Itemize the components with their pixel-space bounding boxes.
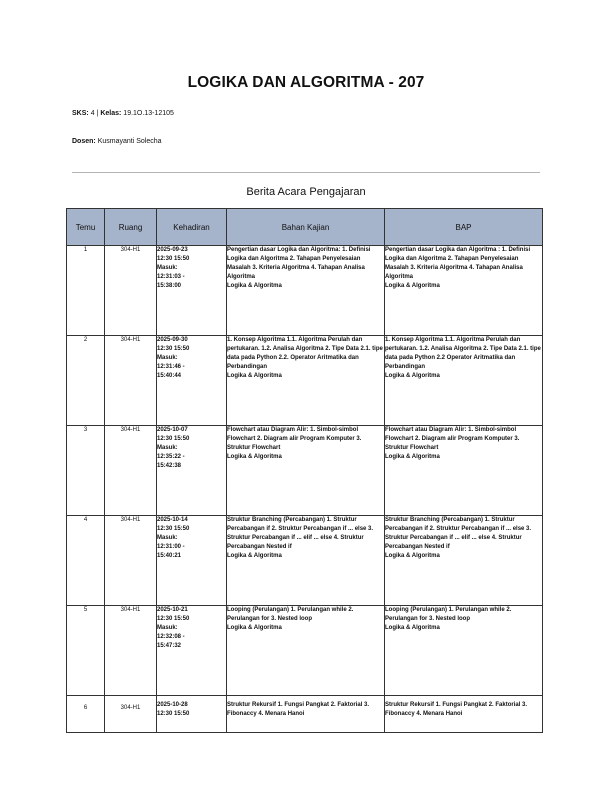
cell-temu: 3 xyxy=(67,426,105,516)
bahan-course: Logika & Algoritma xyxy=(227,454,282,460)
sks-label: SKS: xyxy=(72,110,89,117)
attendance-label: Masuk: xyxy=(157,445,178,451)
attendance-out: 15:40:21 xyxy=(157,553,182,559)
cell-ruang: 304-H1 xyxy=(105,336,157,426)
info-separator: | xyxy=(96,110,99,117)
bap-course: Logika & Algoritma xyxy=(385,553,440,559)
attendance-in: 12:31:46 - xyxy=(157,364,185,370)
bahan-text: Struktur Rekursif 1. Fungsi Pangkat 2. Faktorial 3. Fibonaccy 4. Menara Hanoi xyxy=(227,702,370,717)
cell-kehadiran xyxy=(157,696,227,733)
sks-value: 4 xyxy=(90,110,95,117)
page-title: LOGIKA DAN ALGORITMA - 207 xyxy=(187,74,425,91)
cell-ruang: 304-H1 xyxy=(105,426,157,516)
cell-bahan-kajian xyxy=(227,426,385,516)
bap-text: 1. Konsep Algoritma 1.1. Algoritma Perulah dan pertukaran. 1.2. Analisa Algoritma 2. Tipe Data 2.1. tipe data pada Python 2.2 Operator Aritmatika dan Perbandingan xyxy=(385,337,541,370)
cell-bap xyxy=(385,516,543,606)
attendance-in: 12:31:03 - xyxy=(157,274,185,280)
attendance-schedule: 12:30 15:50 xyxy=(157,256,190,262)
attendance-date: 2025-10-28 xyxy=(157,702,188,708)
bahan-course: Logika & Algoritma xyxy=(227,553,282,559)
cell-bap xyxy=(385,246,543,336)
attendance-label: Masuk: xyxy=(157,535,178,541)
cell-temu: 5 xyxy=(67,606,105,696)
bap-course: Logika & Algoritma xyxy=(385,454,440,460)
kelas-label: Kelas: xyxy=(100,110,122,117)
section-title: Berita Acara Pengajaran xyxy=(246,186,366,198)
table-row xyxy=(67,426,543,516)
header-ruang: Ruang xyxy=(105,209,157,246)
attendance-schedule: 12:30 15:50 xyxy=(157,526,190,532)
bap-course: Logika & Algoritma xyxy=(385,373,440,379)
attendance-schedule: 12:30 15:50 xyxy=(157,616,190,622)
attendance-date: 2025-10-07 xyxy=(157,427,188,433)
course-info xyxy=(72,110,174,117)
bap-text: Looping (Perulangan) 1. Perulangan while 2. Perulangan for 3. Nested loop xyxy=(385,607,512,622)
header-kehadiran: Kehadiran xyxy=(157,209,227,246)
bahan-text: Struktur Branching (Percabangan) 1. Struktur Percabangan if 2. Struktur Percabangan if ... else 3. Struktur Percabangan if ... elif ... else 4. Struktur Percabangan Nested if xyxy=(227,517,374,550)
attendance-date: 2025-10-21 xyxy=(157,607,188,613)
dosen-label: Dosen: xyxy=(72,138,96,145)
cell-kehadiran xyxy=(157,606,227,696)
cell-bahan-kajian xyxy=(227,246,385,336)
attendance-label: Masuk: xyxy=(157,355,178,361)
dosen-value: Kusmayanti Solecha xyxy=(97,138,162,145)
cell-temu: 4 xyxy=(67,516,105,606)
attendance-label: Masuk: xyxy=(157,265,178,271)
bap-text: Flowchart atau Diagram Alir: 1. Simbol-simbol Flowchart 2. Diagram alir Program Komputer 3. Struktur Flowchart xyxy=(385,427,520,451)
bahan-text: Pengertian dasar Logika dan Algoritma: 1. Definisi Logika dan Algoritma 2. Tahapan Penyelesaian Masalah 3. Kriteria Algoritma 4. Tahapan Analisa Algoritma xyxy=(227,247,371,280)
attendance-date: 2025-09-30 xyxy=(157,337,188,343)
attendance-date: 2025-09-23 xyxy=(157,247,188,253)
cell-temu: 2 xyxy=(67,336,105,426)
cell-bap xyxy=(385,606,543,696)
cell-bahan-kajian xyxy=(227,606,385,696)
cell-bap xyxy=(385,696,543,733)
kelas-value: 19.1O.13-12105 xyxy=(123,110,174,117)
bap-text: Struktur Branching (Percabangan) 1. Struktur Percabangan if 2. Struktur Percabangan if ... else 3. Struktur Percabangan if ... elif ... else 4. Struktur Percabangan Nested if xyxy=(385,517,532,550)
cell-ruang: 304-H1 xyxy=(105,606,157,696)
table-row xyxy=(67,246,543,336)
bahan-text: 1. Konsep Algoritma 1.1. Algoritma Perulah dan pertukaran. 1.2. Analisa Algoritma 2. Tipe Data 2.1. tipe data pada Python 2.2. Operator Aritmatika dan Perbandingan xyxy=(227,337,383,370)
cell-bahan-kajian xyxy=(227,516,385,606)
attendance-out: 15:40:44 xyxy=(157,373,182,379)
header-bap: BAP xyxy=(385,209,543,246)
teaching-record-table xyxy=(66,208,543,733)
table-row xyxy=(67,336,543,426)
attendance-in: 12:32:08 - xyxy=(157,634,185,640)
cell-ruang: 304-H1 xyxy=(105,246,157,336)
cell-bap xyxy=(385,336,543,426)
attendance-schedule: 12:30 15:50 xyxy=(157,346,190,352)
bahan-text: Looping (Perulangan) 1. Perulangan while 2. Perulangan for 3. Nested loop xyxy=(227,607,354,622)
bahan-course: Logika & Algoritma xyxy=(227,283,282,289)
bahan-course: Logika & Algoritma xyxy=(227,373,282,379)
bap-text: Pengertian dasar Logika dan Algoritma : 1. Definisi Logika dan Algoritma 2. Tahapan Penyelesaian Masalah 3. Kriteria Algoritma 4. Tahapan Analisa Algoritma xyxy=(385,247,531,280)
bap-course: Logika & Algoritma xyxy=(385,625,440,631)
table-row xyxy=(67,516,543,606)
table-row xyxy=(67,606,543,696)
attendance-out: 15:47:32 xyxy=(157,643,182,649)
attendance-in: 12:31:00 - xyxy=(157,544,185,550)
lecturer-info xyxy=(72,138,162,145)
cell-bahan-kajian xyxy=(227,336,385,426)
table-header-row xyxy=(67,209,543,246)
attendance-label: Masuk: xyxy=(157,625,178,631)
cell-ruang: 304-H1 xyxy=(105,696,157,733)
attendance-date: 2025-10-14 xyxy=(157,517,188,523)
cell-bahan-kajian xyxy=(227,696,385,733)
header-bahan-kajian: Bahan Kajian xyxy=(227,209,385,246)
bap-text: Struktur Rekursif 1. Fungsi Pangkat 2. Faktorial 3. Fibonaccy 4. Menara Hanoi xyxy=(385,702,528,717)
bahan-text: Flowchart atau Diagram Alir: 1. Simbol-simbol Flowchart 2. Diagram alir Program Komputer 3. Struktur Flowchart xyxy=(227,427,362,451)
attendance-out: 15:42:38 xyxy=(157,463,182,469)
table-row xyxy=(67,696,543,733)
cell-kehadiran xyxy=(157,516,227,606)
cell-kehadiran xyxy=(157,246,227,336)
cell-temu: 1 xyxy=(67,246,105,336)
attendance-in: 12:35:22 - xyxy=(157,454,185,460)
header-temu: Temu xyxy=(67,209,105,246)
bahan-course: Logika & Algoritma xyxy=(227,625,282,631)
cell-ruang: 304-H1 xyxy=(105,516,157,606)
cell-kehadiran xyxy=(157,336,227,426)
bap-course: Logika & Algoritma xyxy=(385,283,440,289)
cell-bap xyxy=(385,426,543,516)
cell-kehadiran xyxy=(157,426,227,516)
divider xyxy=(72,172,540,173)
cell-temu: 6 xyxy=(67,696,105,733)
attendance-out: 15:38:00 xyxy=(157,283,182,289)
attendance-schedule: 12:30 15:50 xyxy=(157,436,190,442)
attendance-schedule: 12:30 15:50 xyxy=(157,711,190,717)
